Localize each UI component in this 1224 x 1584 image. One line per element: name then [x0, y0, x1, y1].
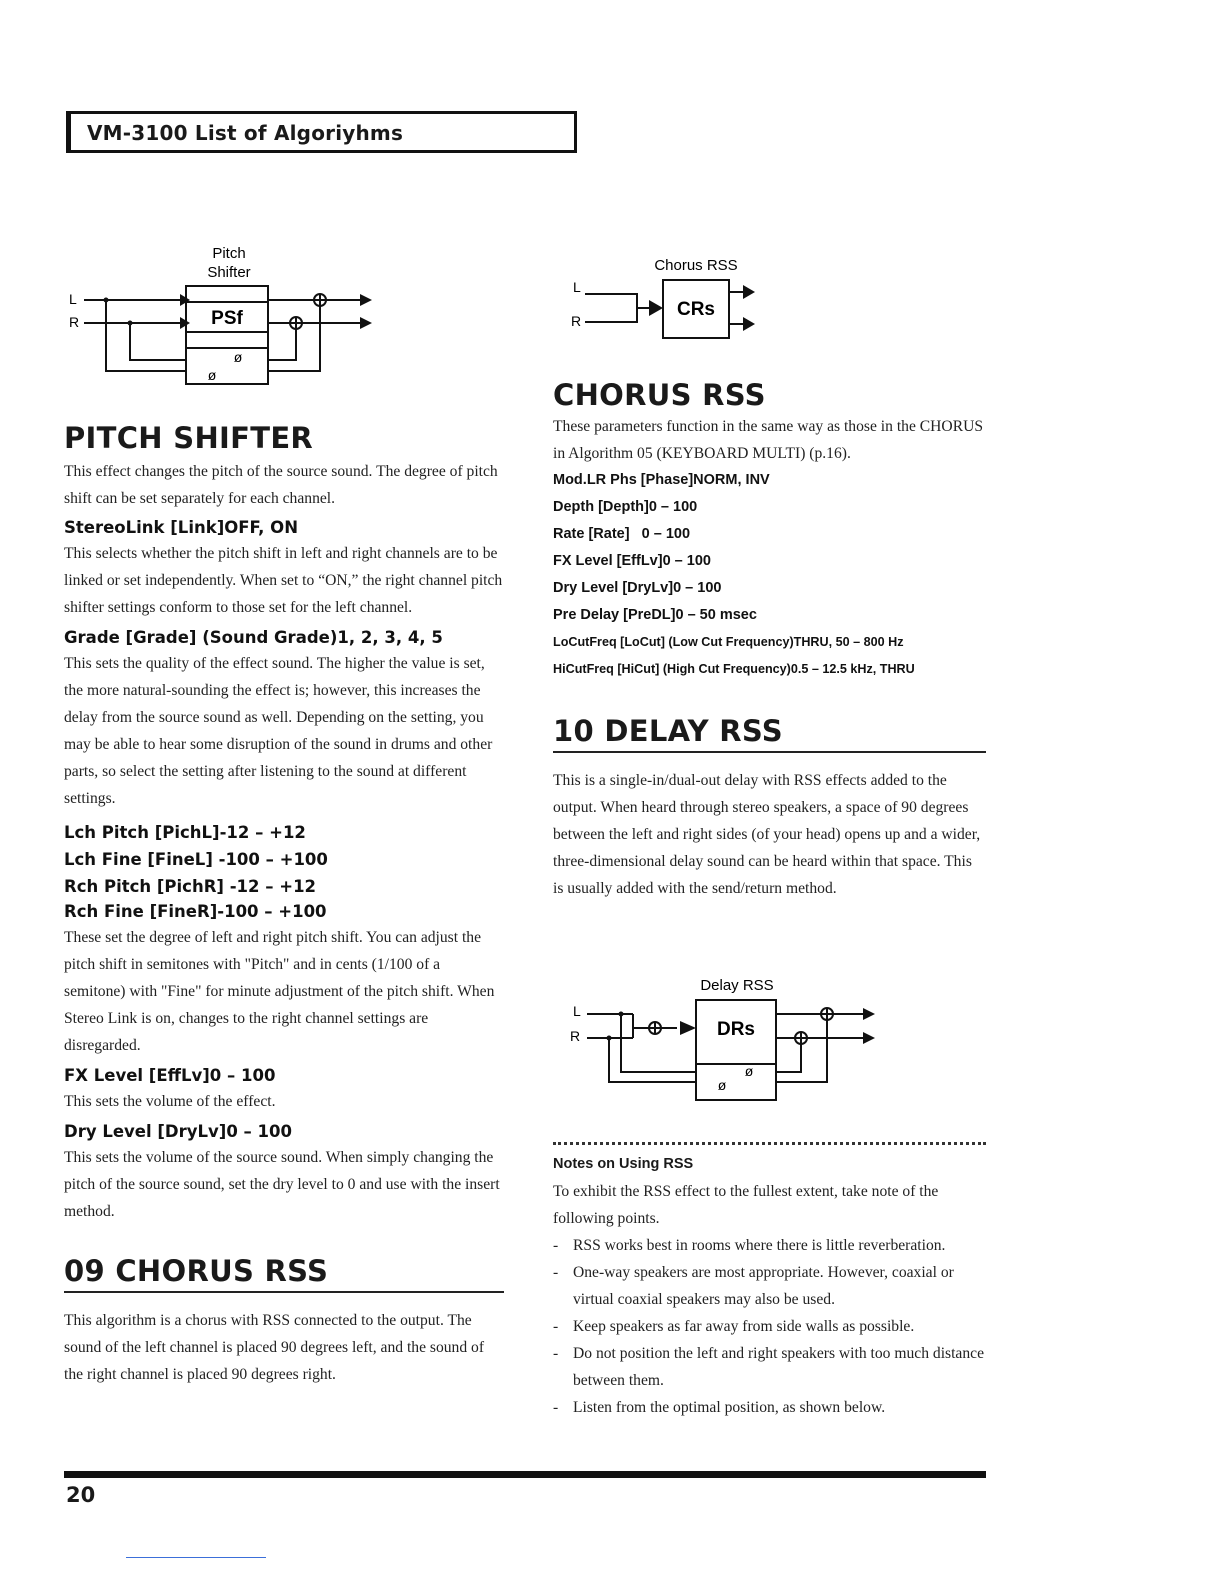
phase-icon: ø	[717, 1077, 727, 1093]
grade-text: This sets the quality of the effect sound. The higher the value is set, the more natural-sounding the effect is; however, this increases the delay from the source sound as well. Depending on the setting, you may be able to hear some disruption of the sound in drums and other parts, so select the setting after listening to the sound at different settings.	[64, 655, 493, 807]
notes-list	[553, 1232, 986, 1421]
chorus-param: Rate [Rate] 0 – 100	[553, 526, 691, 542]
header-title: VM-3100 List of Algoriyhms	[87, 121, 404, 145]
delay10-title: 10 DELAY RSS	[553, 713, 986, 753]
notes-item: - RSS works best in rooms where there is little reverberation.	[553, 1232, 986, 1259]
pitch-shifter-title: PITCH SHIFTER	[64, 421, 314, 455]
chorus09-title: 09 CHORUS RSS	[64, 1253, 504, 1293]
notes-item: - Keep speakers as far away from side walls as possible.	[553, 1313, 986, 1340]
page-number: 20	[66, 1483, 96, 1507]
pitch-diagram-l: L	[69, 291, 77, 307]
phase-icon: ø	[207, 367, 217, 383]
chorus-param: Dry Level [DryLv]0 – 100	[553, 580, 722, 596]
pitch-shifter-intro: This effect changes the pitch of the source sound. The degree of pitch shift can be set separately for each channel.	[64, 463, 498, 507]
chorus09-text: This algorithm is a chorus with RSS connected to the output. The sound of the left channel is placed 90 degrees left, and the sound of the right channel is placed 90 degrees right.	[64, 1312, 485, 1383]
delay10-text: This is a single-in/dual-out delay with RSS effects added to the output. When heard through stereo speakers, a space of 90 degrees between the left and right sides (of your head) opens up and a wider, three-dimensional delay sound can be heard within that space. This is usually added with the send/return method.	[553, 772, 981, 897]
phase-icon: ø	[233, 349, 243, 365]
delay-rss-diagram	[565, 972, 885, 1107]
grade-param: Grade [Grade] (Sound Grade)1, 2, 3, 4, 5	[64, 628, 443, 647]
notes-item: - Listen from the optimal position, as shown below.	[553, 1394, 986, 1421]
chorus-param: HiCutFreq [HiCut] (High Cut Frequency)0.5 – 12.5 kHz, THRU	[553, 662, 915, 676]
chorus-diagram-r: R	[571, 313, 582, 329]
notes-title: Notes on Using RSS	[553, 1156, 694, 1172]
chorus-diagram-l: L	[573, 279, 581, 295]
delay-diagram-r: R	[570, 1028, 581, 1044]
chorus-diagram-label: Chorus RSS	[654, 257, 738, 274]
dry-level-text: This sets the volume of the source sound. When simply changing the pitch of the source sound, set the dry level to 0 and use with the insert method.	[64, 1149, 500, 1220]
chorus-param: LoCutFreq [LoCut] (Low Cut Frequency)THRU, 50 – 800 Hz	[553, 635, 904, 649]
pitch-param: Lch Fine [FineL] -100 – +100	[64, 850, 328, 869]
chorus-rss-intro: These parameters function in the same way as those in the CHORUS in Algorithm 05 (KEYBOARD MULTI) (p.16).	[553, 418, 984, 462]
delay-diagram-label: Delay RSS	[700, 977, 774, 994]
pitch-param: Rch Pitch [PichR] -12 – +12	[64, 877, 317, 896]
pitch-params-text: These set the degree of left and right pitch shift. You can adjust the pitch shift in semitones with "Pitch" and in cents (1/100 of a semitone) with "Fine" for minute adjustment of the pitch shift. When Stereo Link is on, changes to the right channel settings are disregarded.	[64, 929, 495, 1054]
notes-item: - One-way speakers are most appropriate. However, coaxial or virtual coaxial speakers may also be used.	[553, 1259, 986, 1313]
chorus-param: Pre Delay [PreDL]0 – 50 msec	[553, 607, 757, 623]
notes-item: - Do not position the left and right speakers with too much distance between them.	[553, 1340, 986, 1394]
chorus-rss-diagram	[565, 252, 765, 342]
pitch-param: Lch Pitch [PichL]-12 – +12	[64, 823, 306, 842]
pitch-param: Rch Fine [FineR]-100 – +100	[64, 902, 327, 921]
chorus-rss-params	[553, 467, 986, 683]
decorative-line	[126, 1557, 266, 1558]
stereolink-param: StereoLink [Link]OFF, ON	[64, 518, 298, 537]
page-header	[66, 111, 577, 153]
footer-rule	[64, 1471, 986, 1478]
right-column	[553, 377, 986, 1421]
dry-level-param: Dry Level [DryLv]0 – 100	[64, 1122, 292, 1141]
delay-block-label: DRs	[716, 1019, 756, 1040]
chorus-rss-title: CHORUS RSS	[553, 378, 766, 412]
chorus-param: FX Level [EffLv]0 – 100	[553, 553, 711, 569]
pitch-diagram-r: R	[69, 314, 80, 330]
pitch-params-list	[64, 819, 504, 924]
pitch-block-label: PSf	[211, 308, 243, 329]
chorus-param: Depth [Depth]0 – 100	[553, 499, 698, 515]
pitch-diagram-label-1: Pitch	[212, 245, 246, 262]
notes-divider	[553, 1142, 986, 1145]
fx-level-param: FX Level [EffLv]0 – 100	[64, 1066, 276, 1085]
chorus-block-label: CRs	[676, 299, 716, 320]
notes-intro: To exhibit the RSS effect to the fullest extent, take note of the following points.	[553, 1183, 939, 1227]
pitch-diagram-label-2: Shifter	[207, 264, 251, 281]
stereolink-text: This selects whether the pitch shift in left and right channels are to be linked or set independently. When set to “ON,” the right channel pitch shifter settings conform to those set for the left channel.	[64, 545, 503, 616]
fx-level-text: This sets the volume of the effect.	[64, 1093, 276, 1110]
left-column	[64, 420, 504, 1388]
delay-diagram-l: L	[573, 1003, 581, 1019]
phase-icon: ø	[744, 1063, 754, 1079]
chorus-param: Mod.LR Phs [Phase]NORM, INV	[553, 472, 770, 488]
pitch-shifter-diagram	[62, 238, 382, 390]
